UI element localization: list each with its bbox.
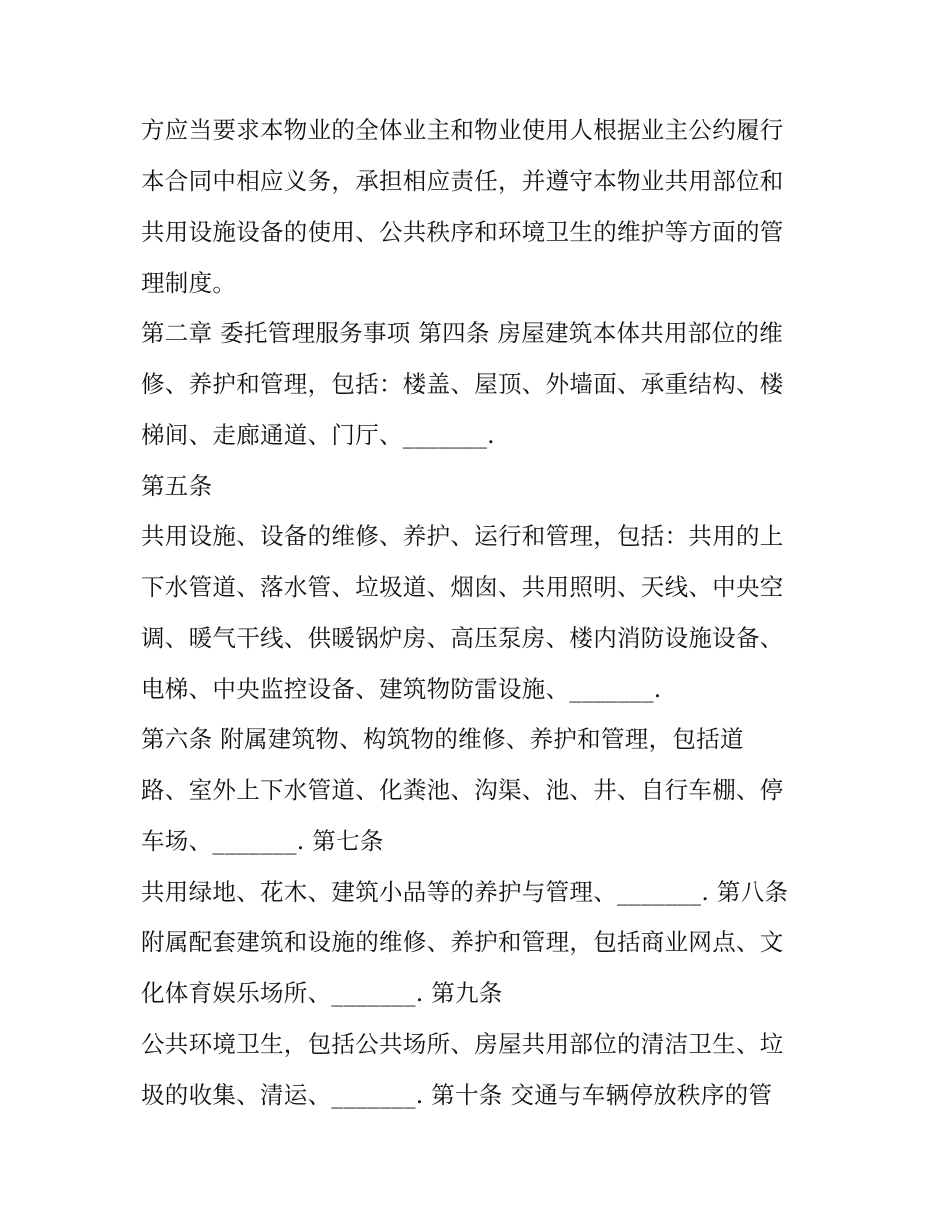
text-line: 下水管道、落水管、垃圾道、烟囱、共用照明、天线、中央空 — [141, 573, 784, 601]
article-line: 第六条 附属建筑物、构筑物的维修、养护和管理，包括道 — [141, 725, 744, 753]
text-line: 共用绿地、花木、建筑小品等的养护与管理、_______. 第八条 — [141, 878, 789, 906]
text-line: 梯间、走廊通道、门厅、_______. — [141, 421, 495, 449]
text-line: 本合同中相应义务，承担相应责任，并遵守本物业共用部位和 — [141, 167, 784, 195]
text-line: 方应当要求本物业的全体业主和物业使用人根据业主公约履行 — [141, 116, 784, 144]
text-line: 附属配套建筑和设施的维修、养护和管理，包括商业网点、文 — [141, 928, 784, 956]
text-line: 共用设施设备的使用、公共秩序和环境卫生的维护等方面的管 — [141, 218, 784, 246]
text-line: 调、暖气干线、供暖锅炉房、高压泵房、楼内消防设施设备、 — [141, 624, 784, 652]
text-line: 理制度。 — [141, 269, 237, 297]
text-line: 公共环境卫生，包括公共场所、房屋共用部位的清洁卫生、垃 — [141, 1030, 784, 1058]
article-heading: 第五条 — [141, 472, 213, 500]
text-line: 路、室外上下水管道、化粪池、沟渠、池、井、自行车棚、停 — [141, 776, 784, 804]
text-line: 电梯、中央监控设备、建筑物防雷设施、_______. — [141, 675, 662, 703]
text-line: 修、养护和管理，包括：楼盖、屋顶、外墙面、承重结构、楼 — [141, 370, 784, 398]
text-line: 共用设施、设备的维修、养护、运行和管理，包括：共用的上 — [141, 522, 784, 550]
chapter-heading-line: 第二章 委托管理服务事项 第四条 房屋建筑本体共用部位的维 — [141, 319, 784, 347]
text-line: 车场、_______. 第七条 — [141, 827, 384, 855]
text-line: 化体育娱乐场所、_______. 第九条 — [141, 979, 503, 1007]
text-line: 圾的收集、清运、_______. 第十条 交通与车辆停放秩序的管 — [141, 1081, 773, 1109]
